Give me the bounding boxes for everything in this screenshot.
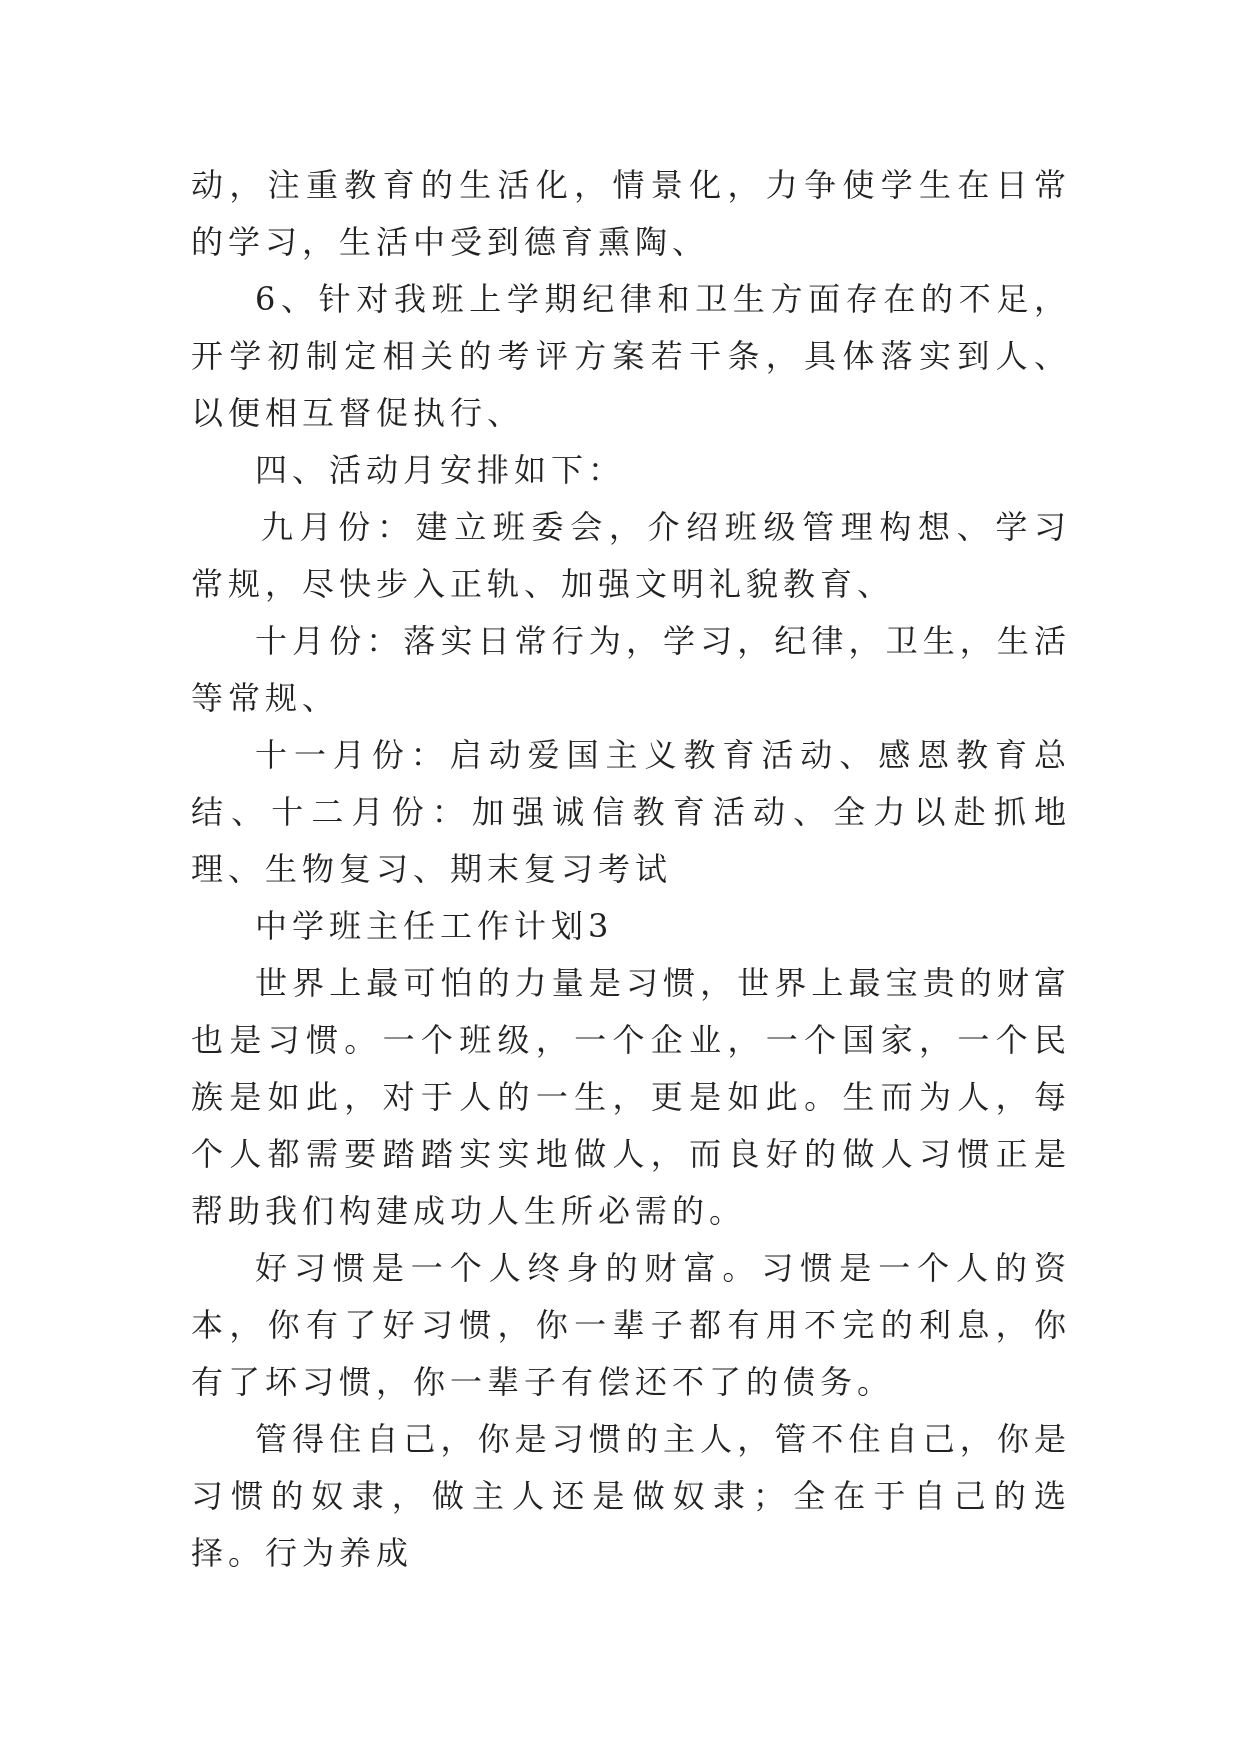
section-heading-activities: 四、活动月安排如下： (255, 451, 626, 489)
document-body (191, 157, 1071, 1582)
paragraph-september: 九月份：建立班委会，介绍班级管理构想、学习常规，尽快步入正轨、加强文明礼貌教育、 (191, 508, 1071, 603)
paragraph-october: 十月份：落实日常行为，学习，纪律，卫生，生活等常规、 (191, 622, 1071, 717)
paragraph-self-control: 管得住自己，你是习惯的主人，管不住自己，你是习惯的奴隶，做主人还是做奴隶；全在于自己的选择。行为养成 (191, 1420, 1071, 1572)
paragraph-habit-power: 世界上最可怕的力量是习惯，世界上最宝贵的财富也是习惯。一个班级，一个企业，一个国家，一个民族是如此，对于人的一生，更是如此。生而为人，每个人都需要踏踏实实地做人，而良好的做人习惯正是帮助我们构建成功人生所必需的。 (191, 964, 1071, 1230)
plan-title: 中学班主任工作计划3 (255, 907, 614, 945)
paragraph-item-6: 6、针对我班上学期纪律和卫生方面存在的不足，开学初制定相关的考评方案若干条，具体落实到人、以便相互督促执行、 (191, 280, 1071, 432)
paragraph-continuation: 动，注重教育的生活化，情景化，力争使学生在日常的学习，生活中受到德育熏陶、 (191, 166, 1071, 261)
paragraph-habit-wealth: 好习惯是一个人终身的财富。习惯是一个人的资本，你有了好习惯，你一辈子都有用不完的利息，你有了坏习惯，你一辈子有偿还不了的债务。 (191, 1249, 1071, 1401)
paragraph-november-december: 十一月份：启动爱国主义教育活动、感恩教育总结、十二月份：加强诚信教育活动、全力以赴抓地理、生物复习、期末复习考试 (191, 736, 1071, 888)
